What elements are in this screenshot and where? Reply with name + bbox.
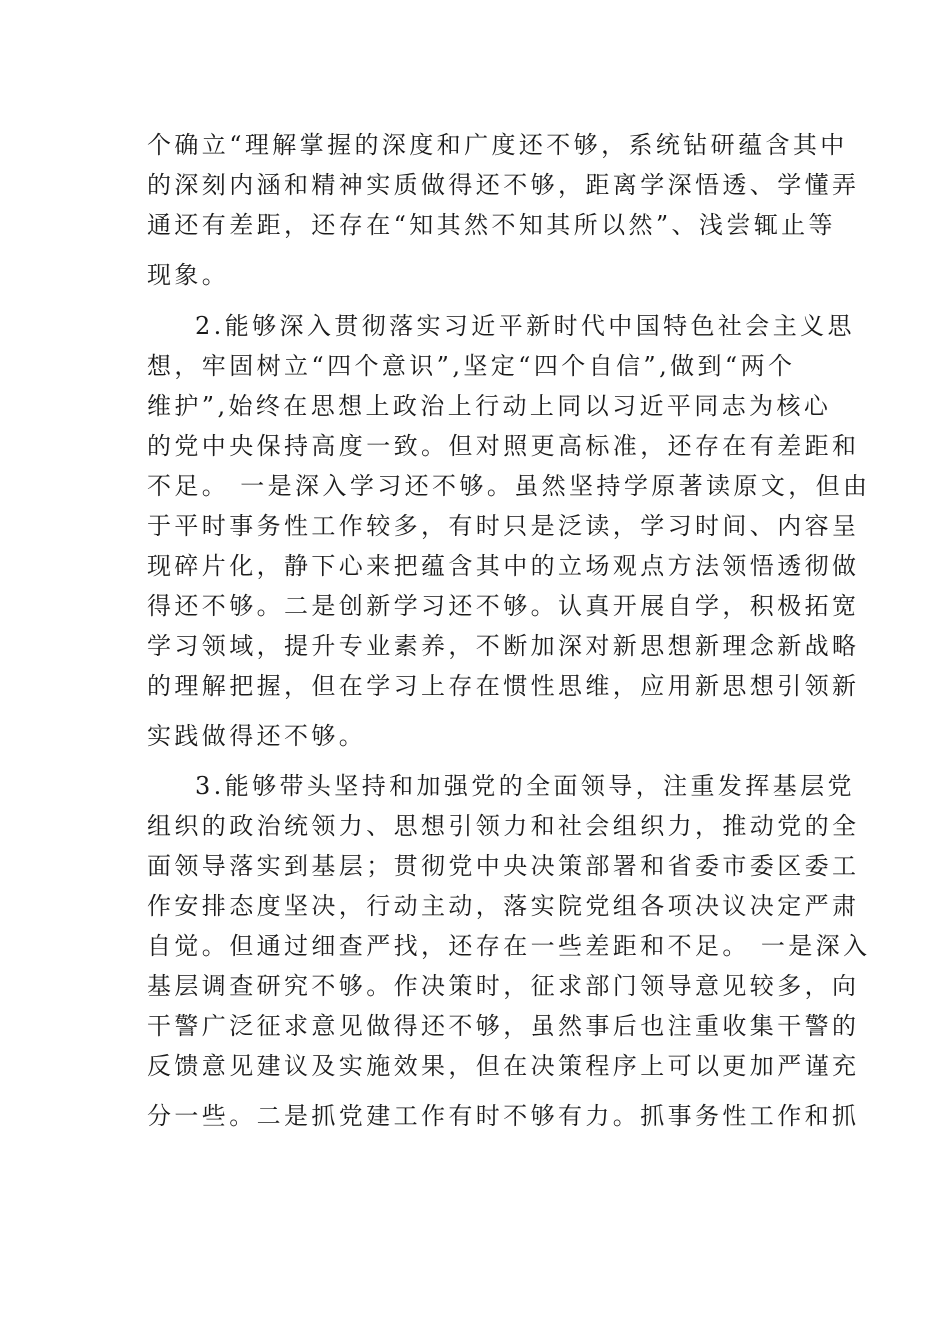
text-line: 现象。 bbox=[147, 261, 230, 289]
text-line: 干警广泛征求意见做得还不够，虽然事后也注重收集干警的 bbox=[147, 1012, 860, 1040]
text-line: 的理解把握，但在学习上存在惯性思维，应用新思想引领新 bbox=[147, 672, 860, 700]
paragraph-2-first-line: 2.能够深入贯彻落实习近平新时代中国特色社会主义思 bbox=[195, 312, 855, 340]
text-line: 面领导落实到基层；贯彻党中央决策部署和省委市委区委工 bbox=[147, 852, 860, 880]
text-line: 作安排态度坚决，行动主动，落实院党组各项决议决定严肃 bbox=[147, 892, 860, 920]
text-line: 组织的政治统领力、思想引领力和社会组织力，推动党的全 bbox=[147, 812, 860, 840]
text-line: 自觉。但通过细查严找，还存在一些差距和不足。 一是深入 bbox=[147, 932, 871, 960]
text-line: 基层调查研究不够。作决策时，征求部门领导意见较多，向 bbox=[147, 972, 860, 1000]
paragraph-3-first-line: 3.能够带头坚持和加强党的全面领导，注重发挥基层党 bbox=[195, 772, 855, 800]
text-line: 得还不够。二是创新学习还不够。认真开展自学，积极拓宽 bbox=[147, 592, 860, 620]
text-line: 的深刻内涵和精神实质做得还不够，距离学深悟透、学懂弄 bbox=[147, 171, 860, 199]
text-line: 想，牢固树立“四个意识”,坚定“四个自信”,做到“两个 bbox=[147, 352, 796, 380]
text-line: 现碎片化，静下心来把蕴含其中的立场观点方法领悟透彻做 bbox=[147, 552, 860, 580]
text-line: 个确立“理解掌握的深度和广度还不够，系统钻研蕴含其中 bbox=[147, 131, 848, 159]
text-line: 实践做得还不够。 bbox=[147, 722, 367, 750]
text-line: 的党中央保持高度一致。但对照更高标准，还存在有差距和 bbox=[147, 432, 860, 460]
text-line: 反馈意见建议及实施效果，但在决策程序上可以更加严谨充 bbox=[147, 1052, 860, 1080]
text-line: 分一些。二是抓党建工作有时不够有力。抓事务性工作和抓 bbox=[147, 1102, 860, 1130]
text-line: 维护”,始终在思想上政治上行动上同以习近平同志为核心 bbox=[147, 392, 832, 420]
text-line: 于平时事务性工作较多，有时只是泛读，学习时间、内容呈 bbox=[147, 512, 860, 540]
text-line: 不足。 一是深入学习还不够。虽然坚持学原著读原文，但由 bbox=[147, 472, 871, 500]
text-line: 学习领域，提升专业素养，不断加深对新思想新理念新战略 bbox=[147, 632, 860, 660]
text-line: 通还有差距，还存在“知其然不知其所以然”、浅尝辄止等 bbox=[147, 211, 836, 239]
